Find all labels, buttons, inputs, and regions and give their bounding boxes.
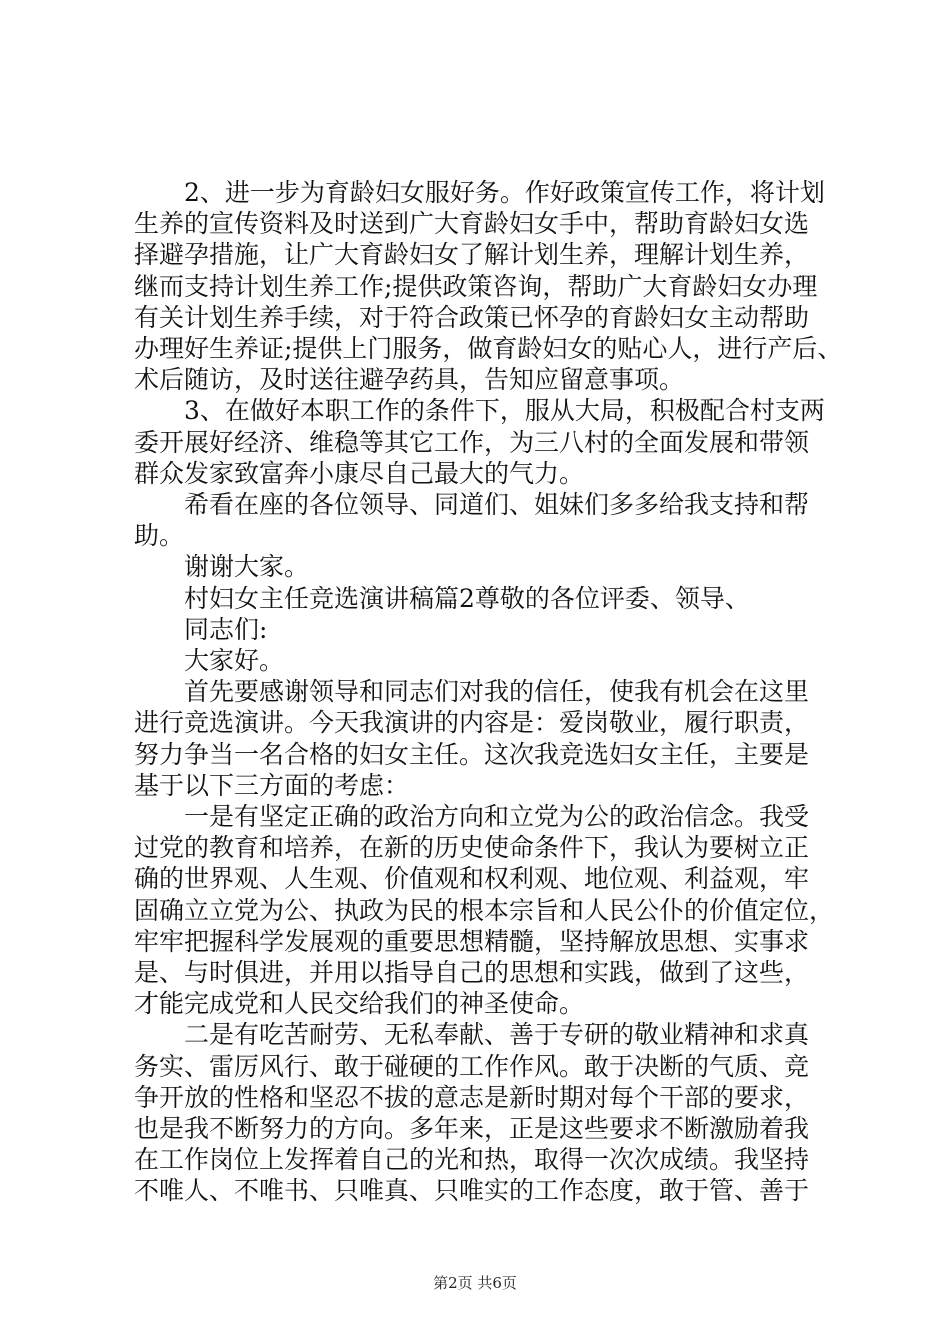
text-line: 一是有坚定正确的政治方向和立党为公的政治信念。我受 — [184, 802, 810, 831]
text-line: 2、进一步为育龄妇女服好务。作好政策宣传工作，将计划 — [184, 178, 825, 207]
text-line: 也是我不断努力的方向。多年来，正是这些要求不断激励着我 — [134, 1114, 810, 1143]
text-line: 进行竞选演讲。今天我演讲的内容是：爱岗敬业，履行职责， — [134, 708, 810, 738]
text-line: 过党的教育和培养，在新的历史使命条件下，我认为要树立正 — [134, 833, 810, 863]
text-line: 有关计划生养手续，对于符合政策已怀孕的育龄妇女主动帮助 — [134, 302, 810, 332]
text-line: 委开展好经济、维稳等其它工作，为三八村的全面发展和带领 — [134, 427, 810, 457]
page-footer: 第2页 共6页 — [433, 1274, 517, 1292]
text-line: 基于以下三方面的考虑： — [134, 770, 410, 800]
text-line: 希看在座的各位领导、同道们、姐妹们多多给我支持和帮 — [184, 490, 810, 519]
text-line: 努力争当一名合格的妇女主任。这次我竞选妇女主任，主要是 — [134, 739, 810, 769]
text-line: 务实、雷厉风行、敢于碰硬的工作作风。敢于决断的气质、竞 — [134, 1051, 810, 1081]
text-line: 3、在做好本职工作的条件下，服从大局，积极配合村支两 — [184, 396, 825, 426]
text-line: 不唯人、不唯书、只唯真、只唯实的工作态度，敢于管、善于 — [134, 1176, 810, 1206]
text-line: 确的世界观、人生观、价值观和权利观、地位观、利益观，牢 — [134, 864, 810, 894]
text-line: 二是有吃苦耐劳、无私奉献、善于专研的敬业精神和求真 — [184, 1020, 810, 1050]
text-line: 群众发家致富奔小康尽自己最大的气力。 — [134, 458, 585, 488]
text-line: 择避孕措施，让广大育龄妇女了解计划生养，理解计划生养， — [134, 240, 810, 270]
text-line: 助。 — [134, 521, 185, 551]
text-line: 在工作岗位上发挥着自己的光和热，取得一次次成绩。我坚持 — [134, 1145, 810, 1175]
text-line: 是、与时俱进，并用以指导自己的思想和实践，做到了这些， — [134, 958, 810, 987]
text-line: 办理好生养证;提供上门服务，做育龄妇女的贴心人，进行产后、 — [134, 334, 843, 363]
text-line: 术后随访，及时送往避孕药具，告知应留意事项。 — [134, 365, 685, 395]
text-line: 继而支持计划生养工作;提供政策咨询，帮助广大育龄妇女办理 — [134, 271, 818, 301]
text-line: 争开放的性格和坚忍不拔的意志是新时期对每个干部的要求， — [134, 1082, 810, 1112]
text-line: 谢谢大家。 — [184, 552, 310, 582]
text-line: 村妇女主任竞选演讲稿篇2尊敬的各位评委、领导、 — [184, 583, 750, 613]
text-line: 大家好。 — [184, 646, 285, 675]
text-line: 牢牢把握科学发展观的重要思想精髓，坚持解放思想、实事求 — [134, 926, 810, 956]
text-line: 同志们: — [184, 614, 268, 644]
text-line: 首先要感谢领导和同志们对我的信任，使我有机会在这里 — [184, 677, 810, 707]
text-line: 生养的宣传资料及时送到广大育龄妇女手中，帮助育龄妇女选 — [134, 209, 810, 239]
text-line: 才能完成党和人民交给我们的神圣使命。 — [134, 989, 585, 1019]
text-line: 固确立立党为公、执政为民的根本宗旨和人民公仆的价值定位， — [134, 895, 835, 925]
